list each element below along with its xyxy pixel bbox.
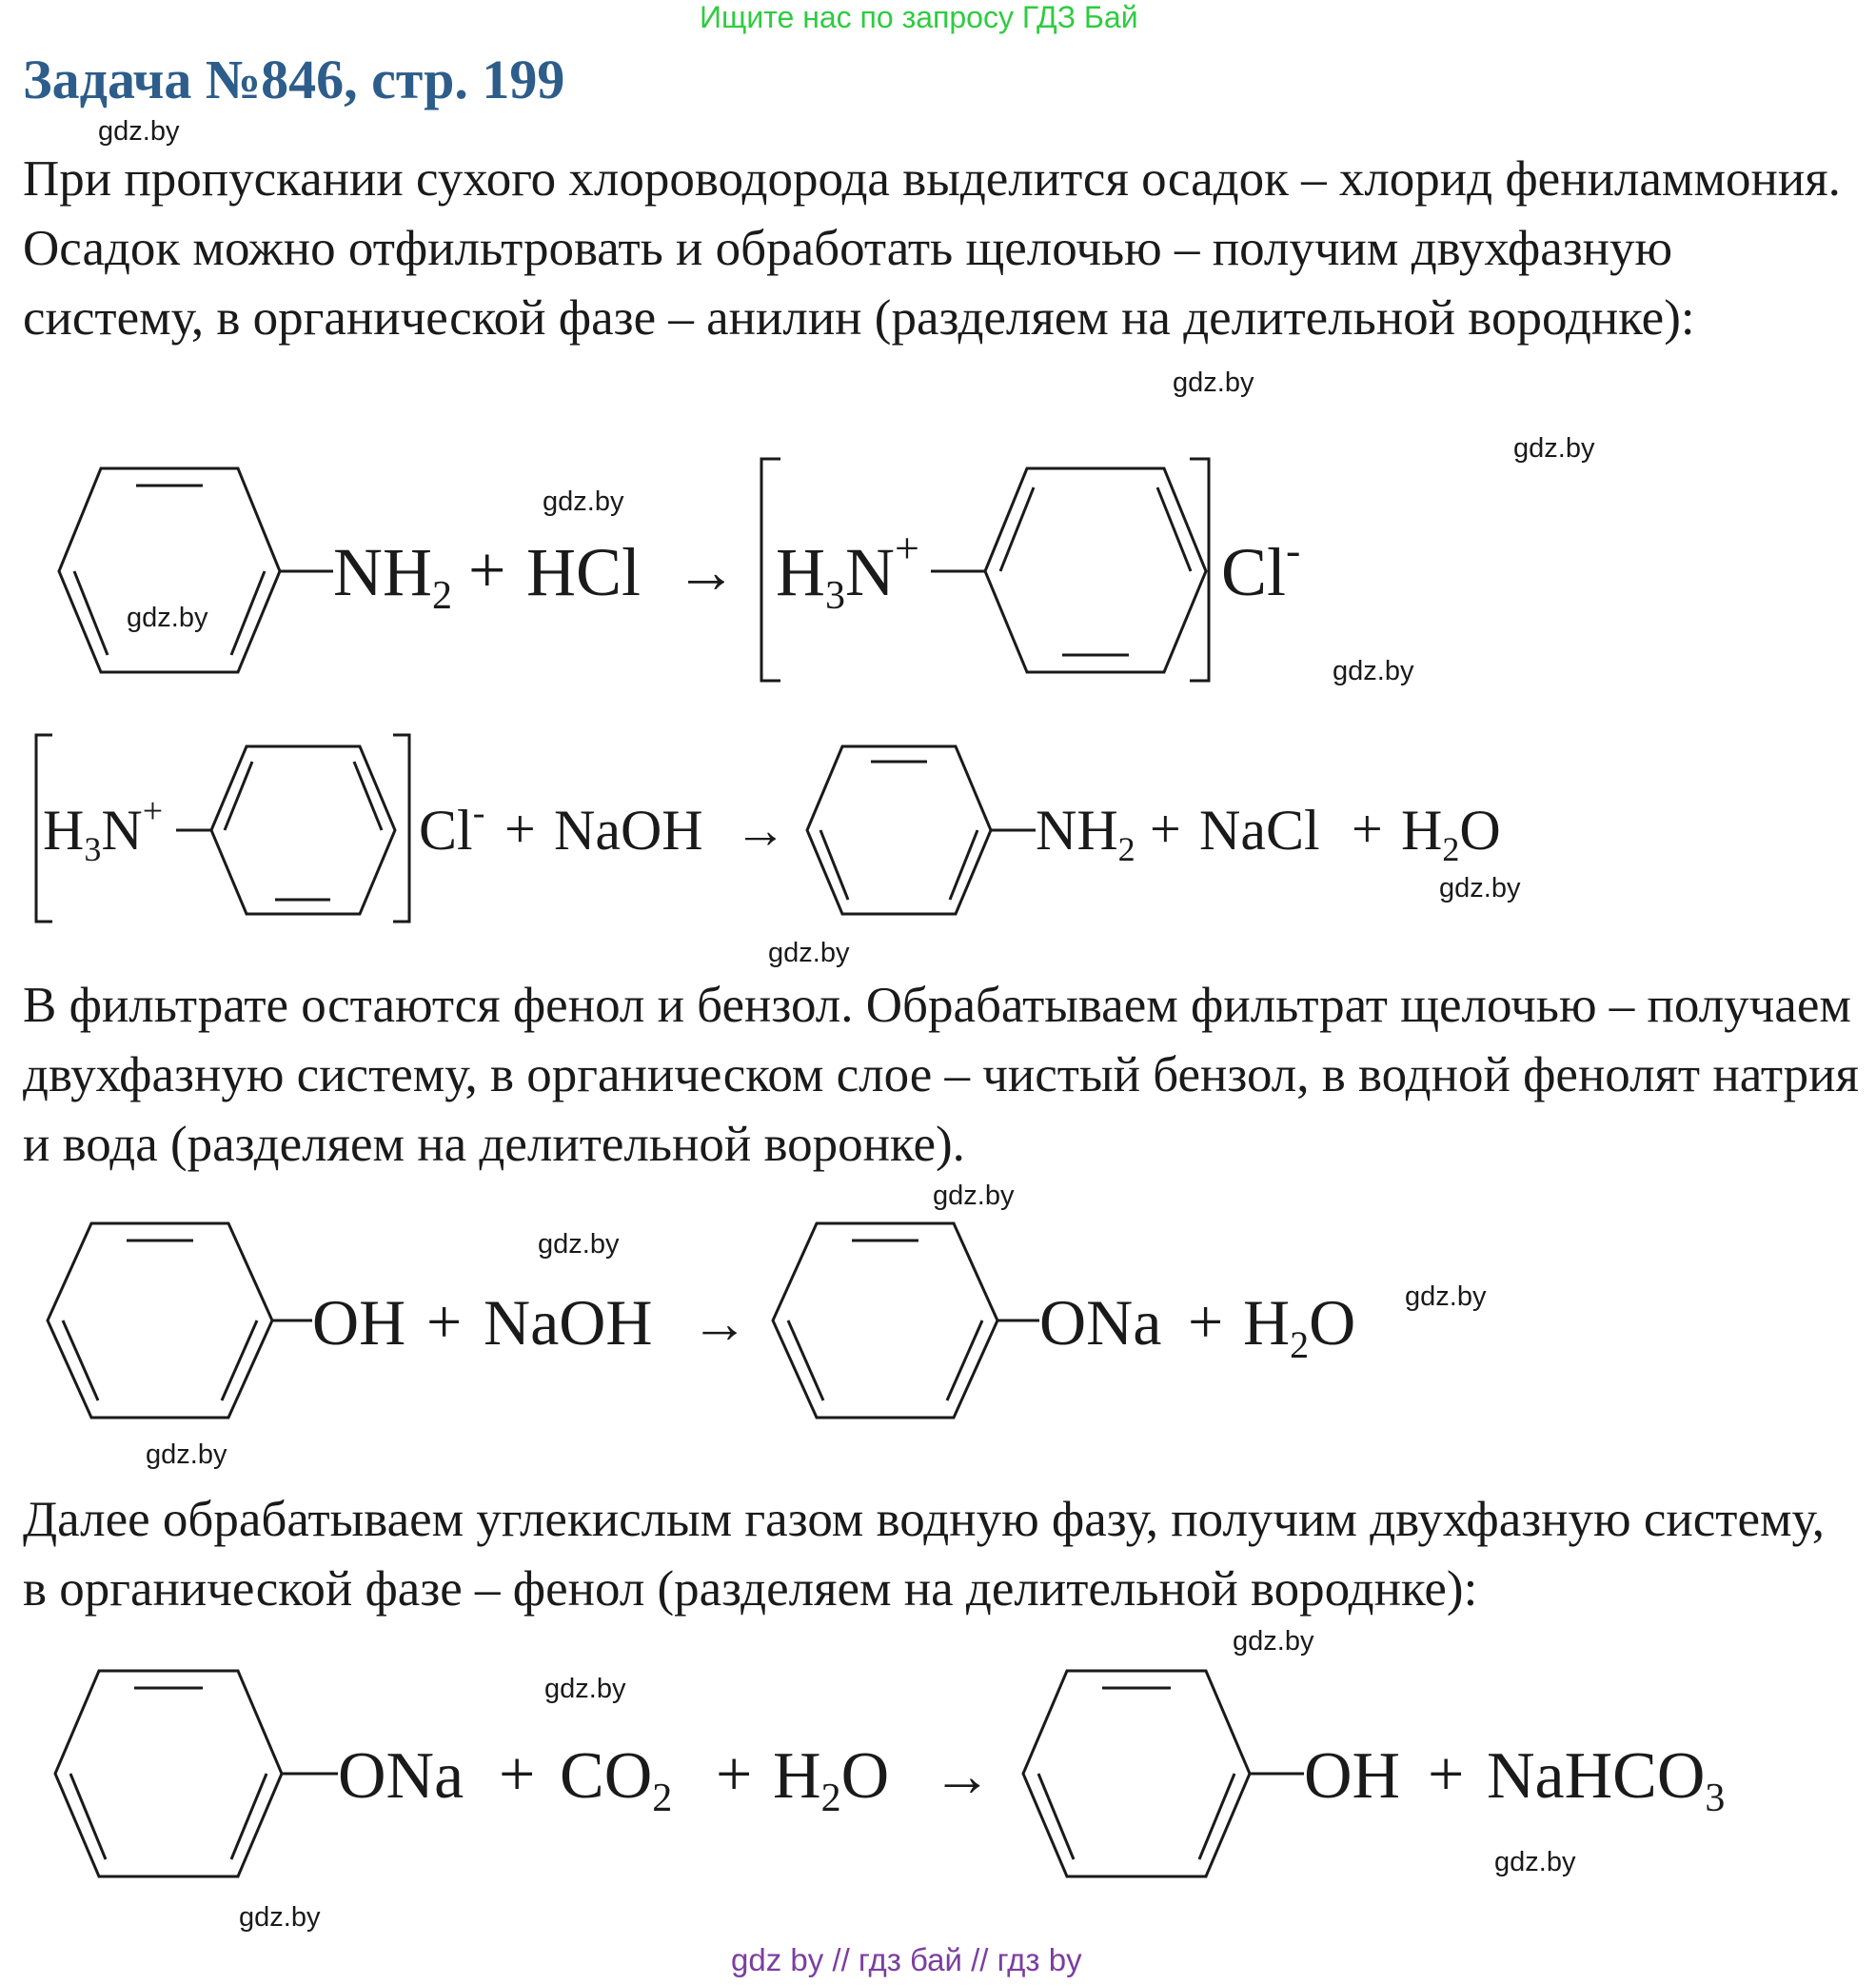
plus-sign: + [426, 1287, 463, 1357]
hcl-formula: HCl [526, 534, 642, 610]
benzene-ring-icon [211, 746, 395, 914]
watermark: gdz.by [239, 1902, 321, 1933]
footer-links[interactable]: gdz by // гдз бай // гдз by [731, 1942, 1082, 1977]
watermark: gdz.by [933, 1181, 1015, 1211]
nahco3-formula: NaHCO$_3$ [1487, 1739, 1726, 1820]
equation-phenolate-co2 [0, 1661, 1876, 1890]
watermark: gdz.by [1405, 1281, 1487, 1312]
benzene-ring-icon [55, 1671, 282, 1876]
sodium-oxide-group: ONa [1039, 1286, 1162, 1359]
paragraph-2: В фильтрате остаются фенол и бензол. Обрабатываем фильтрат щелочью – получаем двухфазную систему, в органическом слое – чистый бензол, в водной фенолят натрия и вода (разделяем на делительной воронке). [23, 978, 1859, 1172]
watermark: gdz.by [1494, 1847, 1576, 1877]
plus-sign: + [1150, 798, 1181, 860]
page-title: Задача №846, стр. 199 [23, 49, 565, 110]
water-formula: $H_2O$ [1243, 1286, 1356, 1366]
chloride-ion: Cl- [419, 793, 485, 862]
nh2-group: $NH_2$ [1036, 799, 1135, 868]
paragraph-1: При пропускании сухого хлороводорода выделится осадок – хлорид фениламмония. Осадок можно отфильтровать и обработать щелочью – получим двухфазную систему, в органической фазе – анилин (разделяем на делительной вороднке): [23, 151, 1841, 346]
watermark: gdz.by [768, 938, 850, 968]
nacl-formula: NaCl [1199, 799, 1320, 862]
h3n-group: $H_3N^+$ [43, 791, 164, 868]
plus-sign: + [1428, 1737, 1465, 1810]
watermark: gdz.by [543, 486, 624, 517]
plus-sign: + [1352, 798, 1383, 860]
co2-formula: $CO_2$ [560, 1739, 673, 1820]
h3n-group: H3N+ [776, 524, 919, 618]
reaction-arrow: → [676, 538, 737, 605]
watermark: gdz.by [98, 116, 180, 147]
watermark: gdz.by [1333, 656, 1414, 686]
watermark: gdz.by [146, 1439, 227, 1470]
watermark: gdz.by [538, 1229, 620, 1260]
paragraph-3: Далее обрабатываем углекислым газом водную фазу, получим двухфазную систему, в органической фазе – фенол (разделяем на делительной вороднке): [23, 1492, 1825, 1617]
benzene-ring-icon [59, 468, 280, 672]
nh2-group: NH2 [333, 534, 452, 618]
watermark: gdz.by [1439, 873, 1521, 903]
watermark: gdz.by [1233, 1626, 1314, 1657]
watermark: gdz.by [1173, 367, 1254, 398]
watermark: gdz.by [1513, 433, 1595, 464]
equation-anilinium-naoh [0, 733, 1876, 943]
benzene-ring-icon [48, 1223, 272, 1418]
hydroxyl-group: OH [312, 1286, 406, 1359]
sodium-oxide-group: ONa [338, 1739, 464, 1813]
plus-sign: + [1188, 1287, 1224, 1357]
plus-sign: + [716, 1737, 753, 1810]
plus-sign: + [504, 798, 536, 860]
plus-sign: + [468, 534, 506, 607]
naoh-formula: NaOH [484, 1286, 653, 1359]
site-banner: Ищите нас по запросу ГДЗ Бай [700, 0, 1138, 34]
equation-phenol-naoh [0, 1214, 1876, 1433]
benzene-ring-icon [985, 468, 1206, 672]
benzene-ring-icon [807, 746, 991, 914]
reaction-arrow: → [933, 1744, 992, 1809]
naoh-formula: NaOH [554, 799, 703, 862]
watermark: gdz.by [127, 603, 208, 633]
benzene-ring-icon [773, 1223, 997, 1418]
equation-aniline-hcl [0, 447, 1876, 695]
reaction-arrow: → [735, 802, 786, 859]
reaction-arrow: → [691, 1292, 748, 1355]
plus-sign: + [499, 1737, 536, 1810]
water-formula: $H_2O$ [773, 1739, 890, 1820]
benzene-ring-icon [1023, 1671, 1250, 1876]
chloride-ion: Cl- [1221, 526, 1301, 610]
water-formula: $H_2O$ [1401, 799, 1501, 868]
watermark: gdz.by [544, 1674, 626, 1704]
hydroxyl-group: OH [1304, 1739, 1401, 1813]
